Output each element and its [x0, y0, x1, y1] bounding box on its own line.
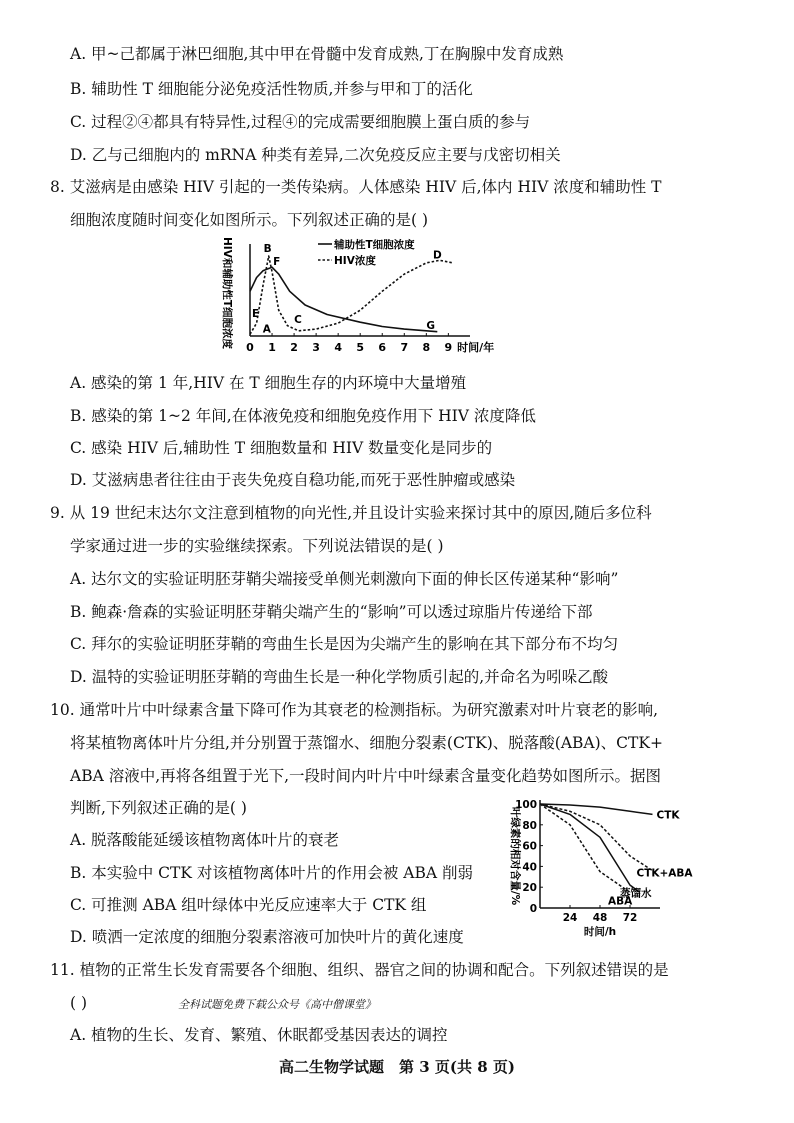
q9-option-d: D. 温特的实验证明胚芽鞘的弯曲生长是一种化学物质引起的,并命名为吲哚乙酸 — [70, 668, 609, 686]
point-label-e: E — [252, 308, 260, 321]
q8-option-c: C. 感染 HIV 后,辅助性 T 细胞数量和 HIV 数量变化是同步的 — [70, 439, 493, 457]
q10-stem-line4: 判断,下列叙述正确的是( ) — [70, 799, 247, 817]
q7-option-b: B. 辅助性 T 细胞能分泌免疫活性物质,并参与甲和丁的活化 — [70, 80, 473, 98]
chl-y-tick-label: 40 — [522, 861, 537, 874]
chlorophyll-chart — [500, 790, 730, 940]
q7-option-c: C. 过程②④都具有特异性,过程④的完成需要细胞膜上蛋白质的参与 — [70, 113, 531, 131]
point-label-g: G — [426, 319, 435, 332]
chl-y-tick-label: 0 — [529, 903, 537, 915]
hiv-chart — [210, 232, 510, 364]
series-label-1: CTK+ABA — [636, 867, 693, 880]
q10-stem-line1: 10. 通常叶片中叶绿素含量下降可作为其衰老的检测指标。为研究激素对叶片衰老的影响, — [50, 701, 659, 719]
q10-option-d: D. 喷洒一定浓度的细胞分裂素溶液可加快叶片的黄化速度 — [70, 928, 464, 946]
q8-option-b: B. 感染的第 1~2 年间,在体液免疫和细胞免疫作用下 HIV 浓度降低 — [70, 407, 536, 425]
series-label-3: ABA — [608, 895, 633, 908]
q10-stem-line2: 将某植物离体叶片分组,并分别置于蒸馏水、细胞分裂素(CTK)、脱落酸(ABA)、CTK+ — [70, 734, 663, 752]
q8-stem-line2: 细胞浓度随时间变化如图所示。下列叙述正确的是( ) — [70, 211, 429, 229]
q10-stem-line3: ABA 溶液中,再将各组置于光下,一段时间内叶片中叶绿素含量变化趋势如图所示。据图 — [70, 767, 662, 785]
hiv-x-tick-label: 6 — [378, 341, 387, 354]
q9-option-c: C. 拜尔的实验证明胚芽鞘的弯曲生长是因为尖端产生的影响在其下部分布不均匀 — [70, 635, 619, 653]
hiv-x-tick-label: 1 — [268, 341, 276, 354]
chl-x-axis-label: 时间/h — [583, 926, 617, 938]
hiv-x-tick-label: 2 — [290, 341, 298, 354]
q9-stem-line2: 学家通过进一步的实验继续探索。下列说法错误的是( ) — [70, 537, 444, 555]
chl-y-tick-label: 20 — [522, 882, 537, 895]
hiv-x-tick-label: 3 — [312, 341, 320, 354]
hiv-x-tick-label: 4 — [334, 341, 342, 354]
point-label-c: C — [294, 314, 302, 327]
chl-x-tick-label: 48 — [592, 912, 608, 924]
q9-option-a: A. 达尔文的实验证明胚芽鞘尖端接受单侧光刺激向下面的伸长区传递某种“影响” — [70, 570, 619, 588]
chl-y-tick-label: 80 — [522, 819, 537, 832]
q8-option-d: D. 艾滋病患者往往由于丧失免疫自稳功能,而死于恶性肿瘤或感染 — [70, 471, 516, 489]
q11-option-a: A. 植物的生长、发育、繁殖、休眠都受基因表达的调控 — [70, 1026, 448, 1044]
hiv-y-axis-label: HIV和辅助性T细胞浓度 — [221, 237, 233, 349]
point-label-f: F — [273, 255, 281, 268]
hiv-x-tick-label: 9 — [444, 341, 453, 354]
chl-y-axis-label: 叶绿素的相对含量/% — [509, 806, 521, 906]
page-footer: 高二生物学试题 第 3 页(共 8 页) — [279, 1058, 515, 1076]
hiv-x-tick-label: 5 — [356, 341, 365, 354]
chl-x-tick-label: 72 — [622, 912, 638, 924]
chl-x-tick-label: 24 — [562, 912, 578, 924]
point-label-d: D — [432, 249, 442, 262]
q8-option-a: A. 感染的第 1 年,HIV 在 T 细胞生存的内环境中大量增殖 — [70, 374, 467, 392]
chl-y-tick-label: 60 — [522, 840, 537, 853]
q11-stem-line2: ( ) — [70, 994, 88, 1012]
series-label-2: 蒸馏水 — [620, 887, 652, 900]
series-hiv-line — [250, 256, 453, 334]
series-line-1 — [540, 804, 653, 871]
q11-stem-line1: 11. 植物的正常生长发育需要各个细胞、组织、器官之间的协调和配合。下列叙述错误的是 — [50, 961, 669, 979]
series-t-cell-line — [250, 267, 437, 332]
q7-option-d: D. 乙与己细胞内的 mRNA 种类有差异,二次免疫反应主要与戊密切相关 — [70, 146, 561, 164]
q10-option-c: C. 可推测 ABA 组叶绿体中光反应速率大于 CTK 组 — [70, 896, 427, 914]
point-label-b: B — [263, 243, 272, 256]
q9-stem-line1: 9. 从 19 世纪末达尔文注意到植物的向光性,并且设计实验来探讨其中的原因,随后多位科 — [50, 504, 652, 522]
q7-option-a: A. 甲~己都属于淋巴细胞,其中甲在骨髓中发育成熟,丁在胸腺中发育成熟 — [70, 45, 564, 63]
q9-option-b: B. 鲍森·詹森的实验证明胚芽鞘尖端产生的“影响”可以透过琼脂片传递给下部 — [70, 603, 593, 621]
q10-option-a: A. 脱落酸能延缓该植物离体叶片的衰老 — [70, 831, 340, 849]
hiv-x-axis-label: 时间/年 — [457, 341, 495, 354]
q8-stem-line1: 8. 艾滋病是由感染 HIV 引起的一类传染病。人体感染 HIV 后,体内 HIV 浓度和辅助性 T — [50, 178, 662, 196]
legend-hiv: HIV浓度 — [334, 255, 376, 267]
legend-t-cell: 辅助性T细胞浓度 — [334, 239, 415, 251]
hiv-x-tick-label: 7 — [400, 341, 409, 354]
q10-option-b: B. 本实验中 CTK 对该植物离体叶片的作用会被 ABA 削弱 — [70, 864, 474, 882]
watermark-text: 全科试题免费下载公众号《高中僧课堂》 — [178, 998, 376, 1011]
series-label-0: CTK — [656, 809, 680, 822]
hiv-x-tick-label: 8 — [422, 341, 431, 354]
point-label-a: A — [262, 323, 271, 336]
chl-y-tick-label: 100 — [515, 799, 537, 811]
series-line-2 — [540, 804, 640, 892]
hiv-x-tick-label: 0 — [246, 341, 254, 354]
